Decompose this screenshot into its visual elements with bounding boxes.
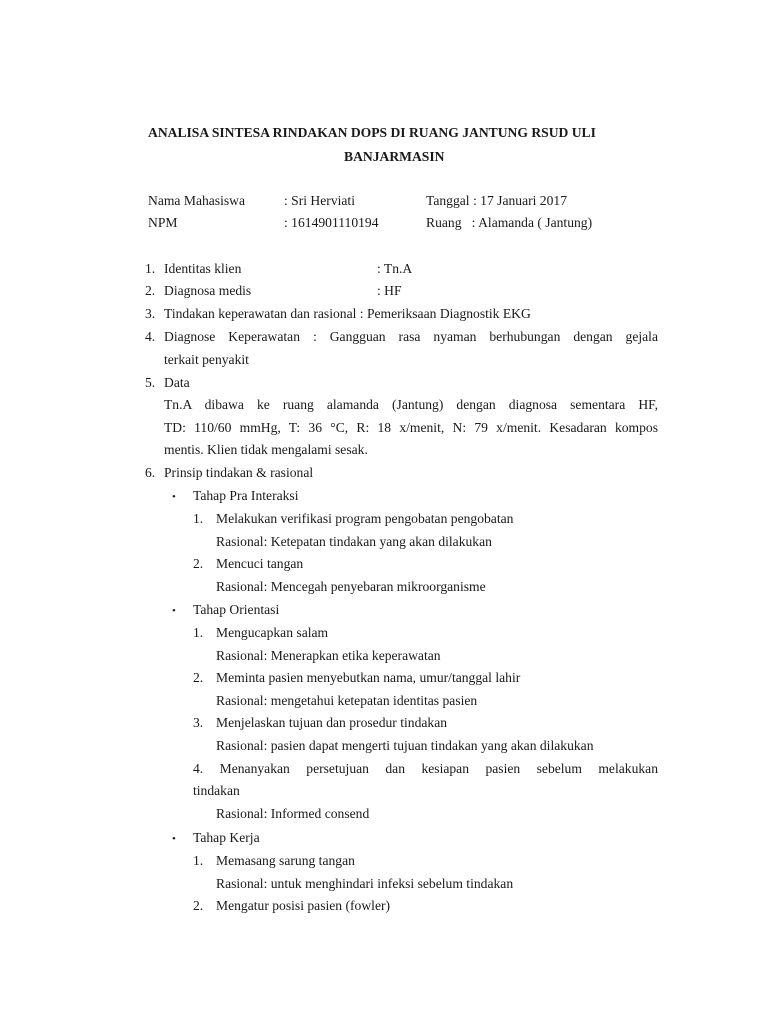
identity-label: Identitas klien (164, 261, 242, 276)
bullet-icon: • (172, 605, 176, 617)
data-heading: Data (164, 375, 190, 390)
room-field: Ruang : Alamanda ( Jantung) (426, 215, 593, 230)
step-text: Memasang sarung tangan (216, 853, 355, 868)
step-rationale: Rasional: mengetahui ketepatan identitas pasien (216, 693, 478, 708)
step-rationale: Rasional: Ketepatan tindakan yang akan dilakukan (216, 534, 492, 549)
identity-value: : Tn.A (377, 261, 413, 276)
data-paragraph-line3: mentis. Klien tidak mengalami sesak. (164, 442, 368, 457)
step-text: Mencuci tangan (216, 556, 304, 571)
principles-heading: Prinsip tindakan & rasional (164, 465, 314, 480)
stage-title-orientasi: Tahap Orientasi (193, 602, 280, 617)
step-number: 2. (193, 556, 204, 571)
document-title-line1: ANALISA SINTESA RINDAKAN DOPS DI RUANG JANTUNG RSUD ULI (148, 125, 596, 140)
item-number: 6. (145, 465, 156, 480)
diagnosis-value: : HF (377, 283, 402, 298)
document-title-line2: BANJARMASIN (344, 149, 445, 164)
diagnosis-label: Diagnosa medis (164, 283, 252, 298)
step-number: 1. (193, 853, 204, 868)
npm-value: : 1614901110194 (284, 215, 379, 230)
nursing-diagnosis-line1: Diagnose Keperawatan : Gangguan rasa nyaman berhubungan dengan gejala (164, 329, 658, 344)
stage-title-kerja: Tahap Kerja (193, 830, 260, 845)
item-number: 3. (145, 306, 156, 321)
step-number: 2. (193, 898, 204, 913)
step-rationale: Rasional: pasien dapat mengerti tujuan tindakan yang akan dilakukan (216, 738, 594, 753)
bullet-icon: • (172, 491, 176, 503)
step-number: 1. (193, 625, 204, 640)
step-text: Mengucapkan salam (216, 625, 329, 640)
step-text: Mengatur posisi pasien (fowler) (216, 898, 391, 913)
step-text-wrapped-line1: 4. Menanyakan persetujuan dan kesiapan pasien sebelum melakukan (193, 761, 658, 776)
step-rationale: Rasional: Informed consend (216, 806, 370, 821)
step-rationale: Rasional: Mencegah penyebaran mikroorganisme (216, 579, 486, 594)
bullet-icon: • (172, 833, 176, 845)
step-number: 2. (193, 670, 204, 685)
step-text-wrapped-line2: tindakan (193, 783, 240, 798)
data-paragraph-line1: Tn.A dibawa ke ruang alamanda (Jantung) dengan diagnosa sementara HF, (164, 397, 658, 412)
nursing-diagnosis-line2: terkait penyakit (164, 352, 249, 367)
item-number: 2. (145, 283, 156, 298)
data-paragraph-line2: TD: 110/60 mmHg, T: 36 °C, R: 18 x/menit, N: 79 x/menit. Kesadaran kompos (164, 420, 658, 435)
step-text: Menjelaskan tujuan dan prosedur tindakan (216, 715, 448, 730)
npm-label: NPM (148, 215, 178, 230)
action-text: Tindakan keperawatan dan rasional : Pemeriksaan Diagnostik EKG (164, 306, 531, 321)
step-rationale: Rasional: Menerapkan etika keperawatan (216, 648, 441, 663)
item-number: 1. (145, 261, 156, 276)
name-label: Nama Mahasiswa (148, 193, 246, 208)
item-number: 5. (145, 375, 156, 390)
item-number: 4. (145, 329, 156, 344)
step-text: Melakukan verifikasi program pengobatan pengobatan (216, 511, 514, 526)
stage-title-pra: Tahap Pra Interaksi (193, 488, 299, 503)
name-value: : Sri Herviati (284, 193, 355, 208)
date-field: Tanggal : 17 Januari 2017 (426, 193, 567, 208)
step-number: 3. (193, 715, 204, 730)
step-number: 1. (193, 511, 204, 526)
step-rationale: Rasional: untuk menghindari infeksi sebelum tindakan (216, 876, 514, 891)
step-text: Meminta pasien menyebutkan nama, umur/tanggal lahir (216, 670, 521, 685)
